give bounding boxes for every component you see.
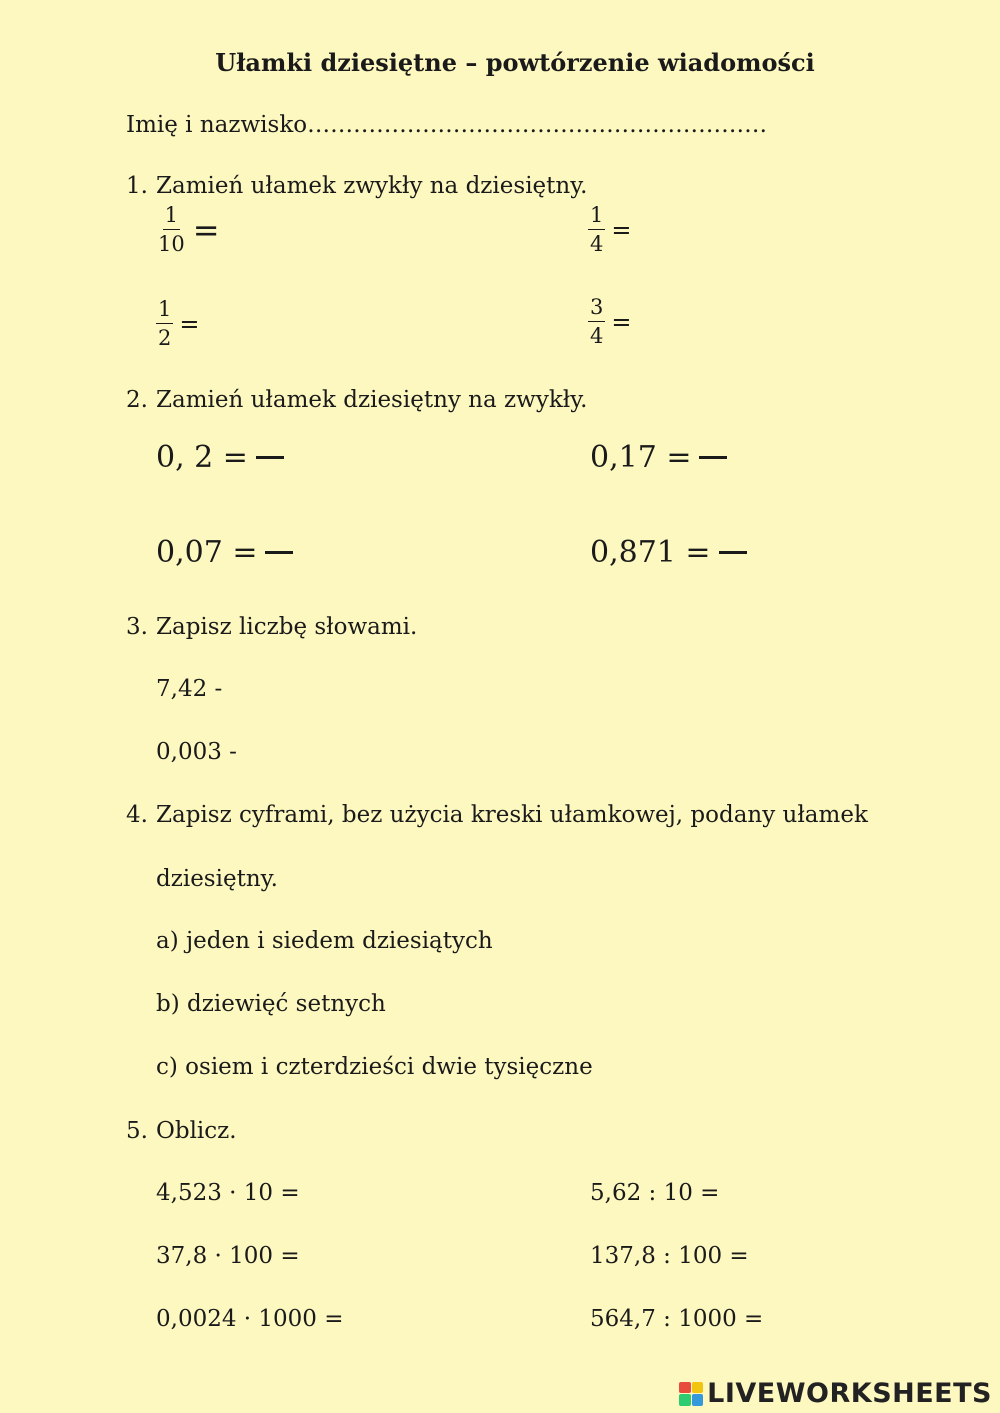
q4-text-line2: dziesiętny. [156, 866, 278, 892]
q1-item-2[interactable] [588, 205, 631, 255]
fraction [156, 299, 173, 349]
decimal-expression: 0, 2 = [156, 440, 248, 475]
logo-square-green [679, 1394, 691, 1406]
equals-sign: = [179, 310, 200, 338]
q5-right-2[interactable]: 137,8 : 100 = [590, 1243, 749, 1269]
q4-item-c[interactable]: c) osiem i czterdzieści dwie tysięczne [156, 1054, 593, 1080]
logo-square-blue [692, 1394, 704, 1406]
q2-text: Zamień ułamek dziesiętny na zwykły. [156, 387, 588, 413]
q4-number: 4. [126, 802, 148, 828]
numerator: 1 [163, 205, 180, 230]
q2-number: 2. [126, 387, 148, 413]
q2-item-1[interactable] [156, 440, 284, 475]
logo-square-red [679, 1382, 691, 1394]
q4-item-b[interactable]: b) dziewięć setnych [156, 991, 386, 1017]
equals-sign: = [611, 216, 632, 244]
numerator: 3 [588, 297, 605, 322]
fraction [156, 205, 187, 255]
liveworksheets-logo-icon [679, 1382, 703, 1406]
q1-text: Zamień ułamek zwykły na dziesiętny. [156, 173, 588, 199]
q4-text-line1: Zapisz cyframi, bez użycia kreski ułamkowej, podany ułamek [156, 802, 868, 828]
equals-sign: = [611, 308, 632, 336]
q3-text: Zapisz liczbę słowami. [156, 614, 418, 640]
fraction [588, 205, 605, 255]
q3-item-1[interactable]: 7,42 - [156, 676, 223, 702]
q5-number: 5. [126, 1118, 148, 1144]
q5-right-3[interactable]: 564,7 : 1000 = [590, 1306, 764, 1332]
numerator: 1 [156, 299, 173, 324]
decimal-expression: 0,07 = [156, 535, 258, 570]
logo-square-yellow [692, 1382, 704, 1394]
q3-item-2[interactable]: 0,003 - [156, 739, 237, 765]
q5-left-2[interactable]: 37,8 · 100 = [156, 1243, 300, 1269]
q4-item-a[interactable]: a) jeden i siedem dziesiątych [156, 928, 493, 954]
equals-sign: = [192, 211, 220, 249]
fraction-bar [719, 551, 747, 554]
name-line[interactable]: Imię i nazwisko…………………………………………………… [126, 112, 768, 138]
numerator: 1 [588, 205, 605, 230]
denominator: 10 [158, 232, 185, 256]
q1-item-1[interactable] [156, 205, 220, 255]
fraction [588, 297, 605, 347]
q2-item-4[interactable] [590, 535, 747, 570]
fraction-bar [256, 456, 284, 459]
brand-name: LIVEWORKSHEETS [707, 1378, 992, 1409]
fraction-bar [699, 456, 727, 459]
q1-number: 1. [126, 173, 148, 199]
q5-left-3[interactable]: 0,0024 · 1000 = [156, 1306, 344, 1332]
q2-item-2[interactable] [590, 440, 727, 475]
denominator: 4 [590, 324, 604, 348]
decimal-expression: 0,871 = [590, 535, 711, 570]
q5-text: Oblicz. [156, 1118, 237, 1144]
q1-item-4[interactable] [588, 297, 631, 347]
denominator: 2 [158, 326, 172, 350]
q3-number: 3. [126, 614, 148, 640]
page-title: Ułamki dziesiętne – powtórzenie wiadomości [215, 48, 815, 77]
liveworksheets-logo[interactable] [679, 1378, 992, 1409]
q2-item-3[interactable] [156, 535, 293, 570]
denominator: 4 [590, 232, 604, 256]
decimal-expression: 0,17 = [590, 440, 692, 475]
q5-right-1[interactable]: 5,62 : 10 = [590, 1180, 720, 1206]
fraction-bar [265, 551, 293, 554]
q5-left-1[interactable]: 4,523 · 10 = [156, 1180, 300, 1206]
q1-item-3[interactable] [156, 299, 199, 349]
